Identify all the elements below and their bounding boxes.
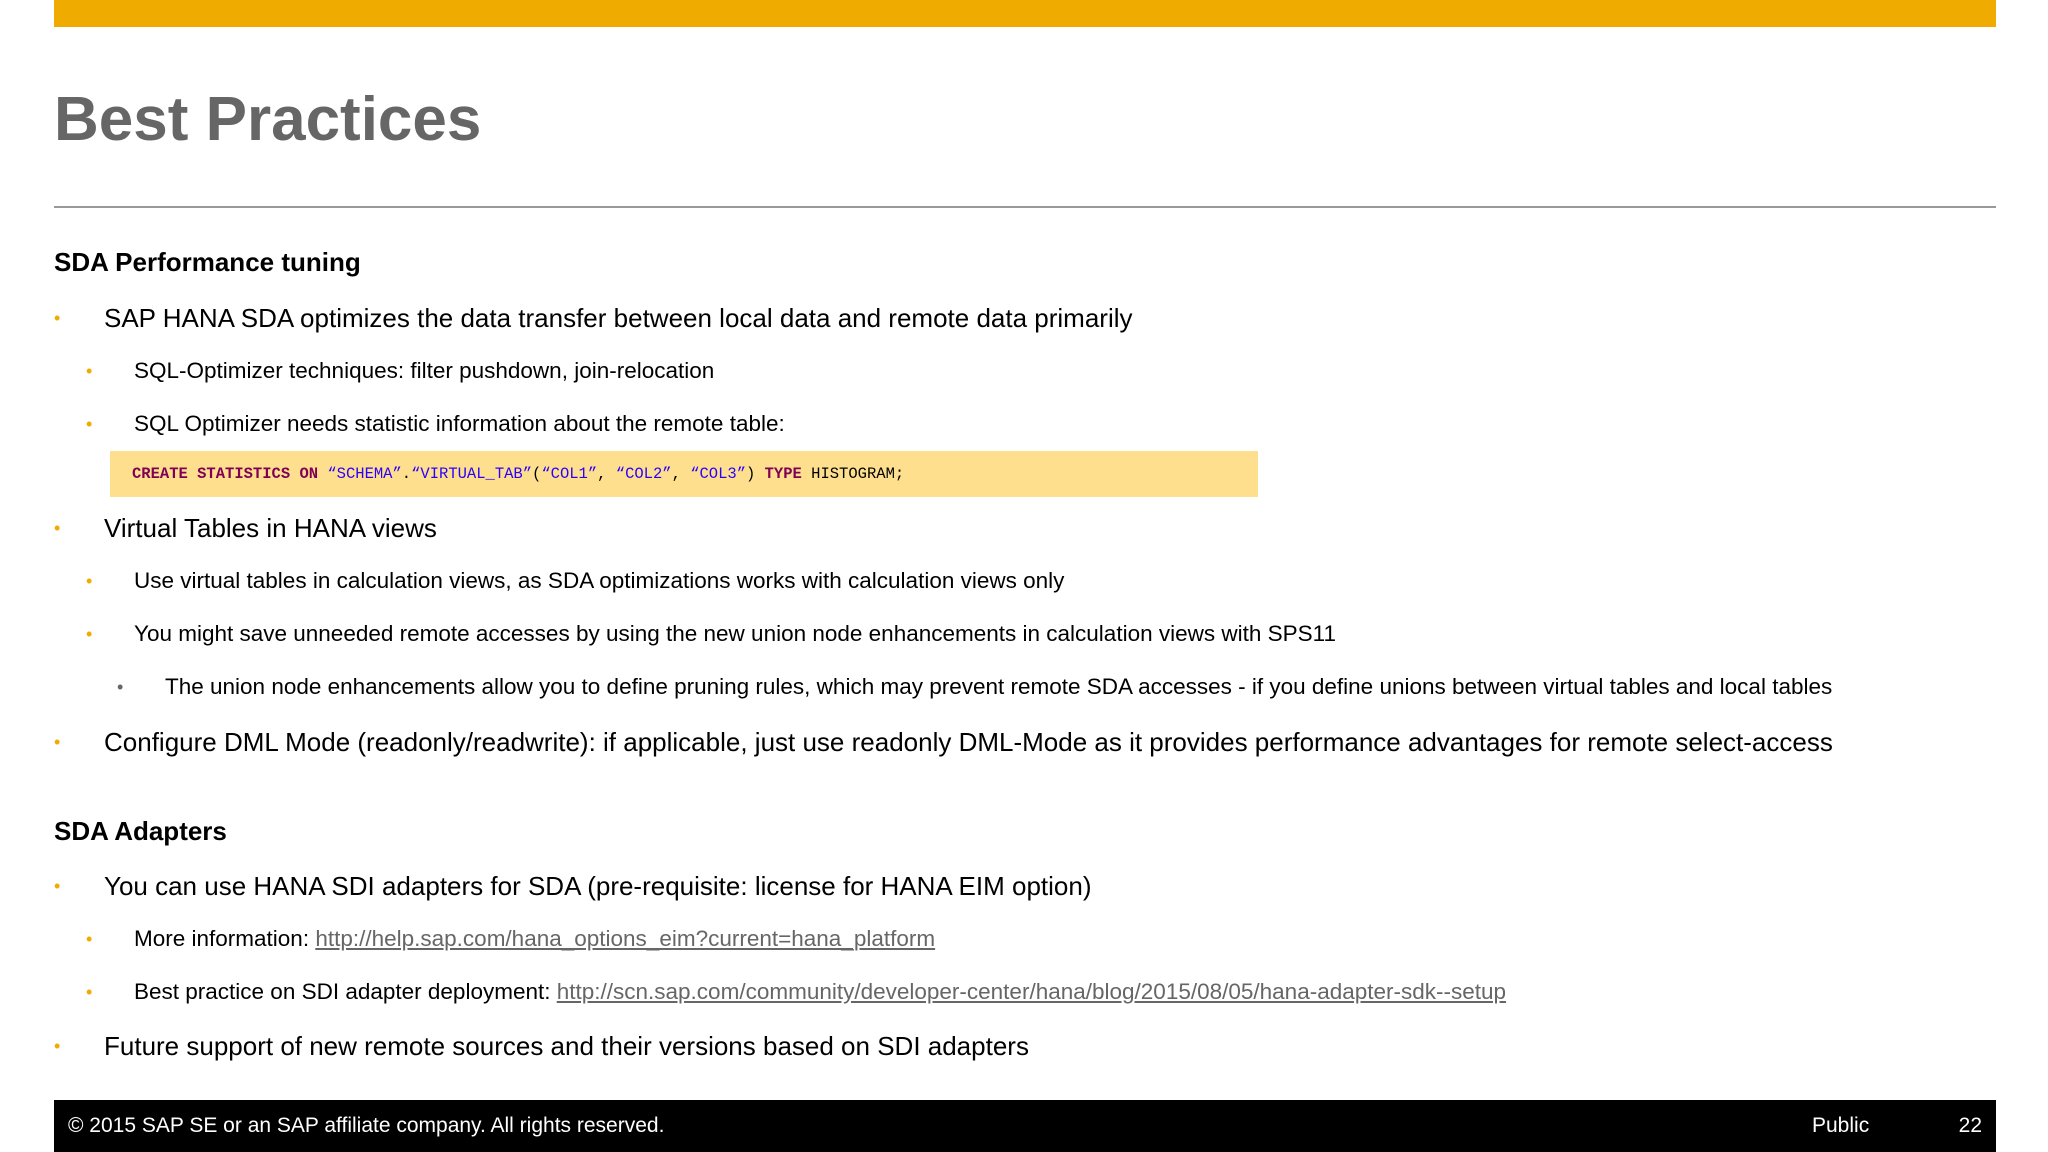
top-accent-bar — [54, 0, 1996, 27]
code-keyword: STATISTICS — [197, 465, 291, 483]
list-item — [54, 512, 437, 544]
bullet-icon: • — [54, 308, 61, 328]
code-punct: ( — [532, 465, 542, 483]
bullet-icon: • — [54, 1036, 61, 1056]
footer-copyright: © 2015 SAP SE or an SAP affiliate company. All rights reserved. — [68, 1114, 665, 1137]
code-punct: ) — [746, 465, 756, 483]
code-identifier: “COL1” — [541, 465, 598, 483]
title-divider — [54, 206, 1996, 208]
code-text: HISTOGRAM; — [811, 465, 905, 483]
list-item — [54, 302, 1133, 334]
bullet-icon: • — [86, 624, 93, 644]
slide-title: Best Practices — [54, 85, 482, 154]
bullet-icon: • — [86, 982, 93, 1002]
code-identifier: “COL2” — [615, 465, 672, 483]
list-item-text: You might save unneeded remote accesses by using the new union node enhancements in calculation views with SPS11 — [134, 621, 1337, 646]
list-item-text: Configure DML Mode (readonly/readwrite): if applicable, just use readonly DML-Mode as it provides performance advantages for remote select-access — [104, 727, 1833, 757]
code-identifier: “SCHEMA” — [327, 465, 402, 483]
list-item-text: The union node enhancements allow you to define pruning rules, which may prevent remote SDA accesses - if you define unions between virtual tables and local tables — [165, 674, 1833, 699]
code-punct: , — [597, 465, 616, 483]
list-item — [86, 618, 1337, 650]
code-identifier: “VIRTUAL_TAB” — [411, 465, 533, 483]
list-item — [86, 976, 1507, 1008]
section-heading-adapters: SDA Adapters — [54, 816, 227, 846]
section-heading-performance: SDA Performance tuning — [54, 247, 361, 277]
code-punct: , — [671, 465, 691, 483]
list-item-text: Future support of new remote sources and their versions based on SDI adapters — [104, 1031, 1029, 1061]
list-item-text: SAP HANA SDA optimizes the data transfer between local data and remote data primarily — [104, 303, 1133, 333]
list-item-text: SQL Optimizer needs statistic information about the remote table: — [134, 411, 785, 436]
bullet-icon: • — [117, 677, 124, 697]
list-item — [54, 1030, 1029, 1062]
list-item-text: SQL-Optimizer techniques: filter pushdown, join-relocation — [134, 358, 715, 383]
bullet-icon: • — [54, 732, 61, 752]
page-number: 22 — [1958, 1114, 1982, 1137]
list-item — [54, 870, 1092, 902]
list-item — [86, 565, 1065, 597]
footer-classification: Public — [1812, 1114, 1870, 1137]
list-item — [86, 923, 936, 955]
code-keyword: ON — [299, 465, 319, 483]
code-identifier: “COL3” — [690, 465, 746, 483]
sql-code-snippet — [110, 451, 1258, 497]
footer-bar — [54, 1100, 1996, 1152]
bullet-icon: • — [54, 876, 61, 896]
code-punct: . — [401, 465, 412, 483]
help-sap-link[interactable]: http://help.sap.com/hana_options_eim?current=hana_platform — [315, 926, 936, 951]
list-item-text: You can use HANA SDI adapters for SDA (pre-requisite: license for HANA EIM option) — [104, 871, 1092, 901]
list-item-label: Best practice on SDI adapter deployment: — [134, 979, 557, 1004]
list-item-label: More information: — [134, 926, 316, 951]
bullet-icon: • — [86, 571, 93, 591]
scn-blog-link[interactable]: http://scn.sap.com/community/developer-center/hana/blog/2015/08/05/hana-adapter-sdk--setup — [556, 979, 1507, 1004]
bullet-icon: • — [54, 518, 61, 538]
list-item — [54, 726, 1833, 758]
bullet-icon: • — [86, 929, 93, 949]
code-keyword: CREATE — [132, 465, 188, 483]
bullet-icon: • — [86, 414, 93, 434]
bullet-icon: • — [86, 361, 93, 381]
list-item-text: Virtual Tables in HANA views — [104, 513, 437, 543]
list-item — [117, 671, 1833, 703]
list-item-text: Use virtual tables in calculation views, as SDA optimizations works with calculation views only — [134, 568, 1065, 593]
code-keyword: TYPE — [764, 465, 802, 483]
list-item — [86, 408, 785, 440]
list-item — [86, 355, 715, 387]
